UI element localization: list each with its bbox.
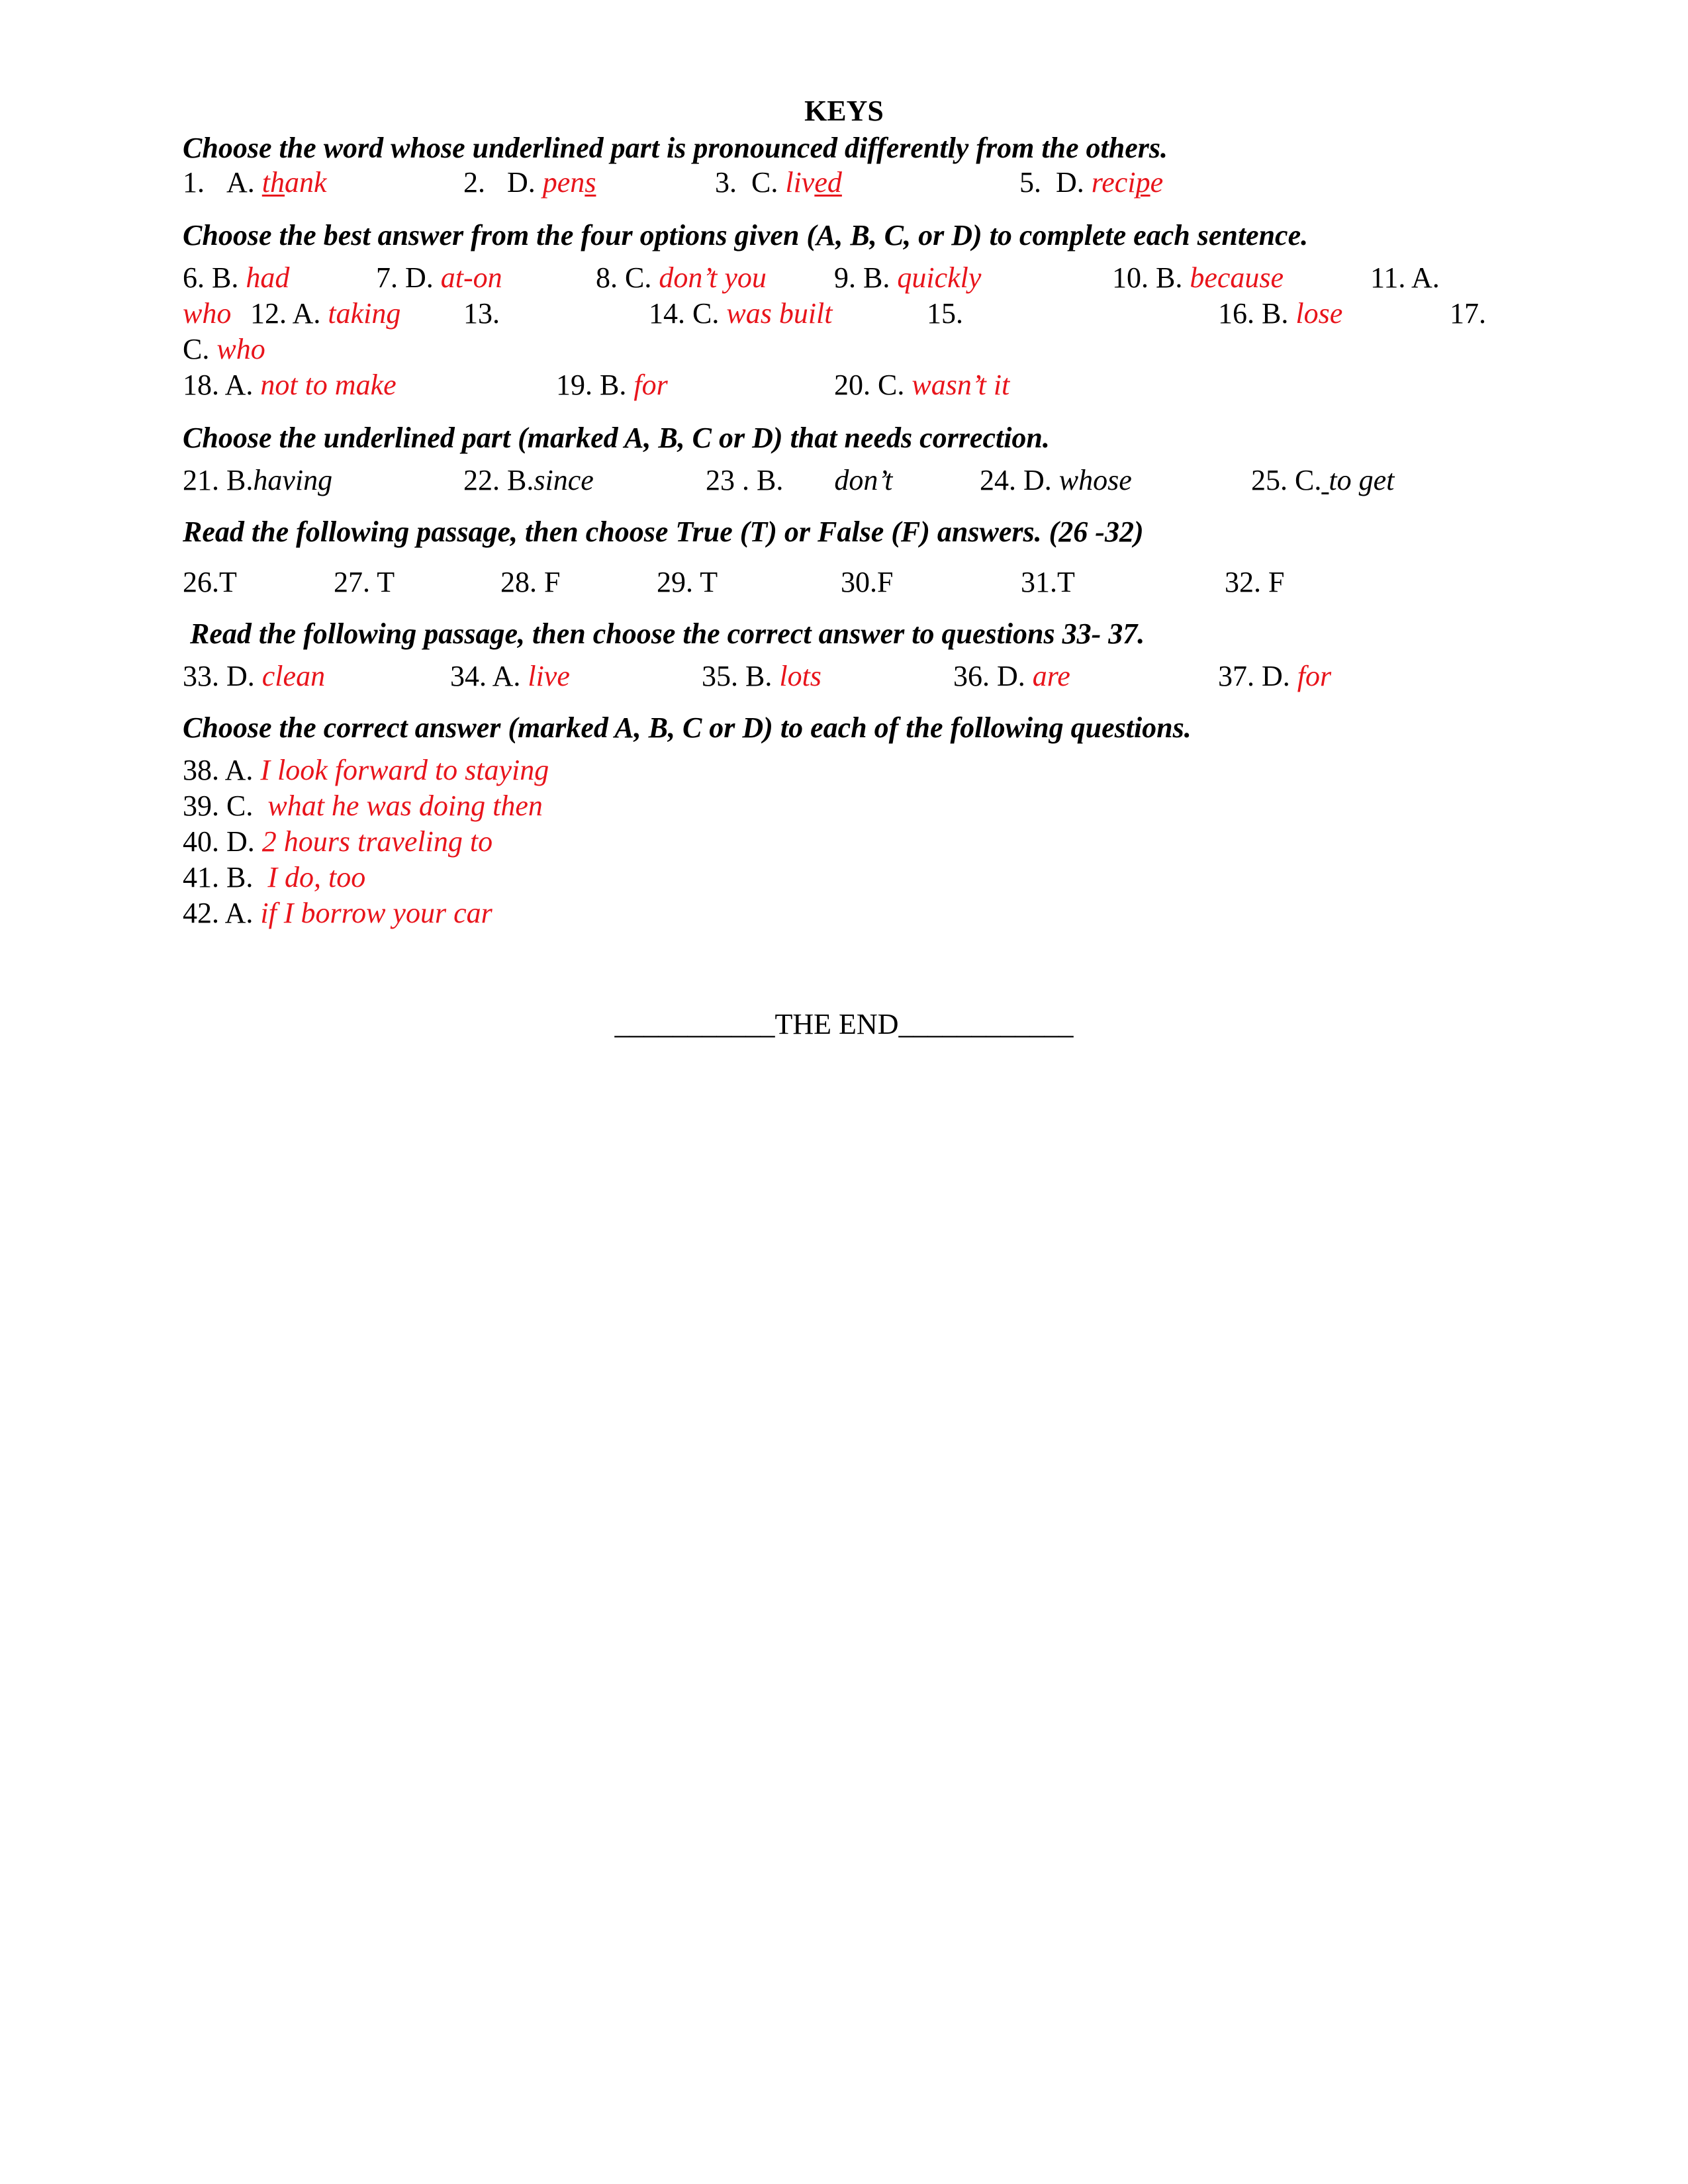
section-5-heading: Read the following passage, then choose the correct answer to questions 33- 37.: [183, 617, 1145, 650]
answer-13: 13.: [463, 297, 500, 330]
section-2-row-3: [183, 331, 1540, 368]
answer-12: 12. A. taking: [250, 297, 401, 330]
the-end-footer: ___________THE END____________: [614, 1008, 1074, 1040]
answer-25: 25. C. to get: [1251, 464, 1395, 496]
answer-30: 30.F: [841, 566, 894, 598]
section-3-heading: Choose the underlined part (marked A, B, C or D) that needs correction.: [183, 422, 1050, 454]
section-2-row-4: [183, 367, 1540, 404]
answer-19: 19. B. for: [556, 369, 668, 401]
answer-31: 31.T: [1021, 566, 1075, 598]
answer-15: 15.: [927, 297, 963, 330]
answer-8: 8. C. don’t you: [596, 261, 767, 294]
section-2-heading: Choose the best answer from the four options given (A, B, C, or D) to complete each sentence.: [183, 219, 1309, 251]
answer-17-label: 17.: [1450, 297, 1486, 330]
answer-5: 5. D. recipe: [1019, 166, 1164, 199]
answer-18: 18. A. not to make: [183, 369, 397, 401]
answer-36: 36. D. are: [953, 660, 1070, 692]
page-title: KEYS: [804, 95, 884, 127]
answer-11-label: 11. A.: [1370, 261, 1440, 294]
answer-16: 16. B. lose: [1218, 297, 1343, 330]
section-4-heading: Read the following passage, then choose True (T) or False (F) answers. (26 -32): [183, 516, 1144, 548]
answer-9: 9. B. quickly: [834, 261, 982, 294]
answer-27: 27. T: [334, 566, 395, 598]
answer-39: 39. C. what he was doing then: [183, 790, 543, 822]
answer-33: 33. D. clean: [183, 660, 326, 692]
answer-3: 3. C. lived: [715, 166, 842, 199]
answer-2: 2. D. pens: [463, 166, 596, 199]
answer-42: 42. A. if I borrow your car: [183, 897, 492, 929]
answer-26: 26.T: [183, 566, 237, 598]
answer-7: 7. D. at-on: [376, 261, 502, 294]
answer-37: 37. D. for: [1218, 660, 1332, 692]
answer-40: 40. D. 2 hours traveling to: [183, 825, 493, 858]
answer-20: 20. C. wasn’t it: [834, 369, 1010, 401]
section-3-answers: [183, 462, 1540, 499]
answer-41: 41. B. I do, too: [183, 861, 366, 893]
section-4-answers: [183, 564, 1540, 601]
section-5-answers: [183, 658, 1540, 695]
section-6-heading: Choose the correct answer (marked A, B, C or D) to each of the following questions.: [183, 711, 1192, 744]
answer-24: 24. D. whose: [980, 464, 1132, 496]
answer-17-value: C. who: [183, 333, 265, 365]
answer-22: 22. B.since: [463, 464, 594, 496]
section-2-row-1: [183, 259, 1540, 296]
answer-38: 38. A. I look forward to staying: [183, 754, 549, 786]
section-2-row-2: [183, 295, 1540, 332]
answer-34: 34. A. live: [450, 660, 570, 692]
answer-32: 32. F: [1225, 566, 1285, 598]
answer-10: 10. B. because: [1112, 261, 1284, 294]
answer-1: 1. A. thank: [183, 166, 327, 199]
answer-21: 21. B.having: [183, 464, 333, 496]
section-1-answers: [183, 164, 1540, 201]
answer-11-value: who: [183, 297, 232, 330]
answer-35: 35. B. lots: [702, 660, 821, 692]
answer-29: 29. T: [657, 566, 718, 598]
answer-6: 6. B. had: [183, 261, 290, 294]
section-1-heading: Choose the word whose underlined part is pronounced differently from the others.: [183, 132, 1168, 164]
answer-14: 14. C. was built: [649, 297, 833, 330]
answer-28: 28. F: [500, 566, 561, 598]
answer-23: 23 . B. don’t: [706, 464, 893, 496]
